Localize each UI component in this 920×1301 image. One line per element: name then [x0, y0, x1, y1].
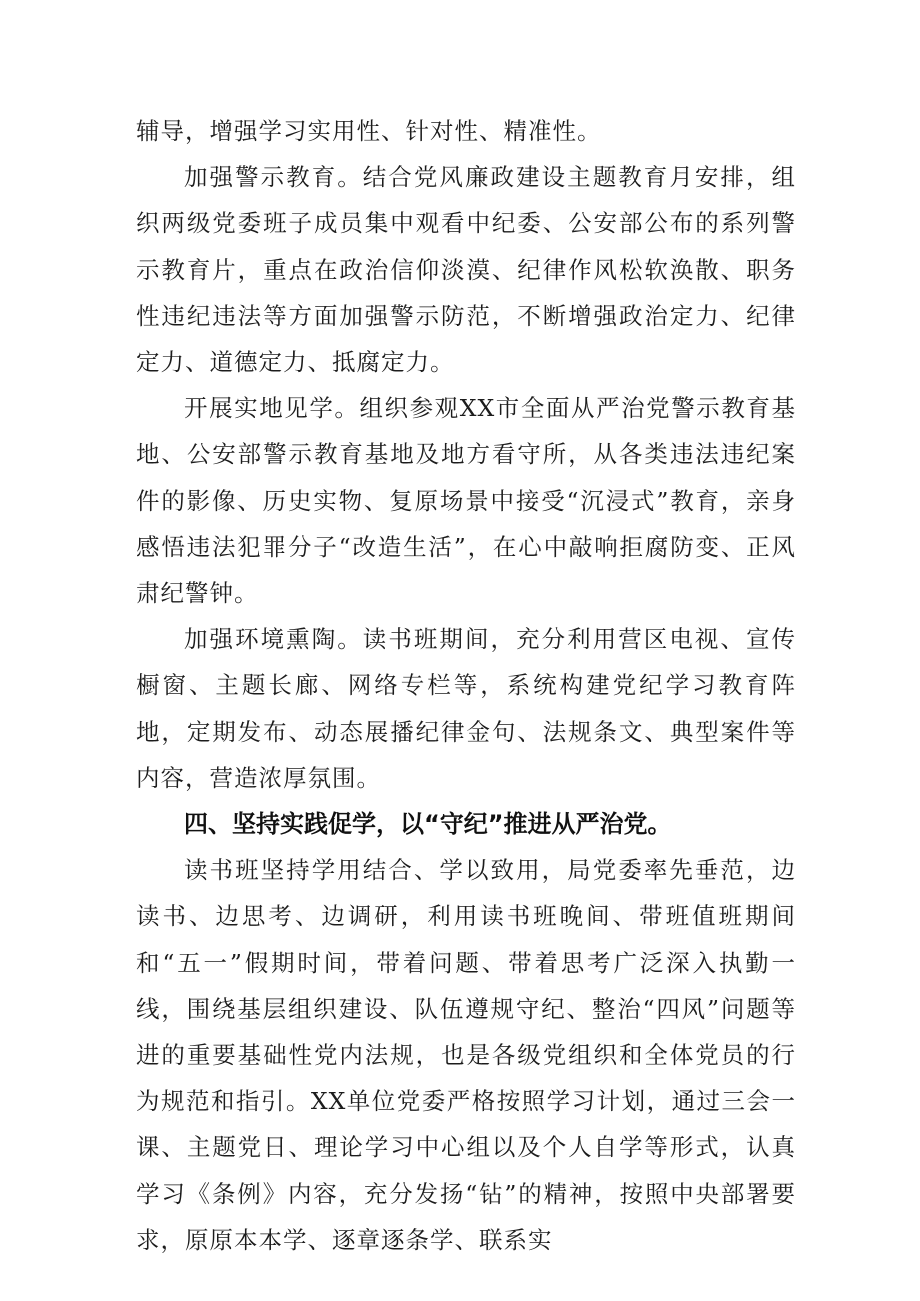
section-heading: 四、坚持实践促学，以“守纪”推进从严治党。 [184, 810, 672, 839]
paragraph-continuation: 辅导，增强学习实用性、针对性、精准性。 [136, 117, 602, 145]
paragraph-warning-education: 加强警示教育。结合党风廉政建设主题教育月安排，组织两级党委班子成员集中观看中纪委、公安部公布的系列警示教育片，重点在政治信仰淡漠、纪律作风松软涣散、职务性违纪违法等方面加强警示防范，不断增强政治定力、纪律定力、道德定力、抵腐定力。 [136, 163, 796, 377]
document-body [136, 108, 796, 1263]
paragraph-site-visit: 开展实地见学。组织参观XX市全面从严治党警示教育基地、公安部警示教育基地及地方看守所，从各类违法违纪案件的影像、历史实物、复原场景中接受“沉浸式”教育，亲身感悟违法犯罪分子“改造生活”，在心中敲响拒腐防变、正风肃纪警钟。 [136, 394, 796, 608]
paragraph-practice: 读书班坚持学用结合、学以致用，局党委率先垂范，边读书、边思考、边调研，利用读书班晚间、带班值班期间和“五一”假期时间，带着问题、带着思考广泛深入执勤一线，围绕基层组织建设、队伍遵规守纪、整治“四风”问题等进的重要基础性党内法规，也是各级党组织和全体党员的行为规范和指引。XX单位党委严格按照学习计划，通过三会一课、主题党日、理论学习中心组以及个人自学等形式，认真学习《条例》内容，充分发扬“钻”的精神，按照中央部署要求，原原本本学、逐章逐条学、联系实 [136, 856, 796, 1254]
paragraph-environment: 加强环境熏陶。读书班期间，充分利用营区电视、宣传橱窗、主题长廊、网络专栏等，系统构建党纪学习教育阵地，定期发布、动态展播纪律金句、法规条文、典型案件等内容，营造浓厚氛围。 [136, 625, 796, 792]
